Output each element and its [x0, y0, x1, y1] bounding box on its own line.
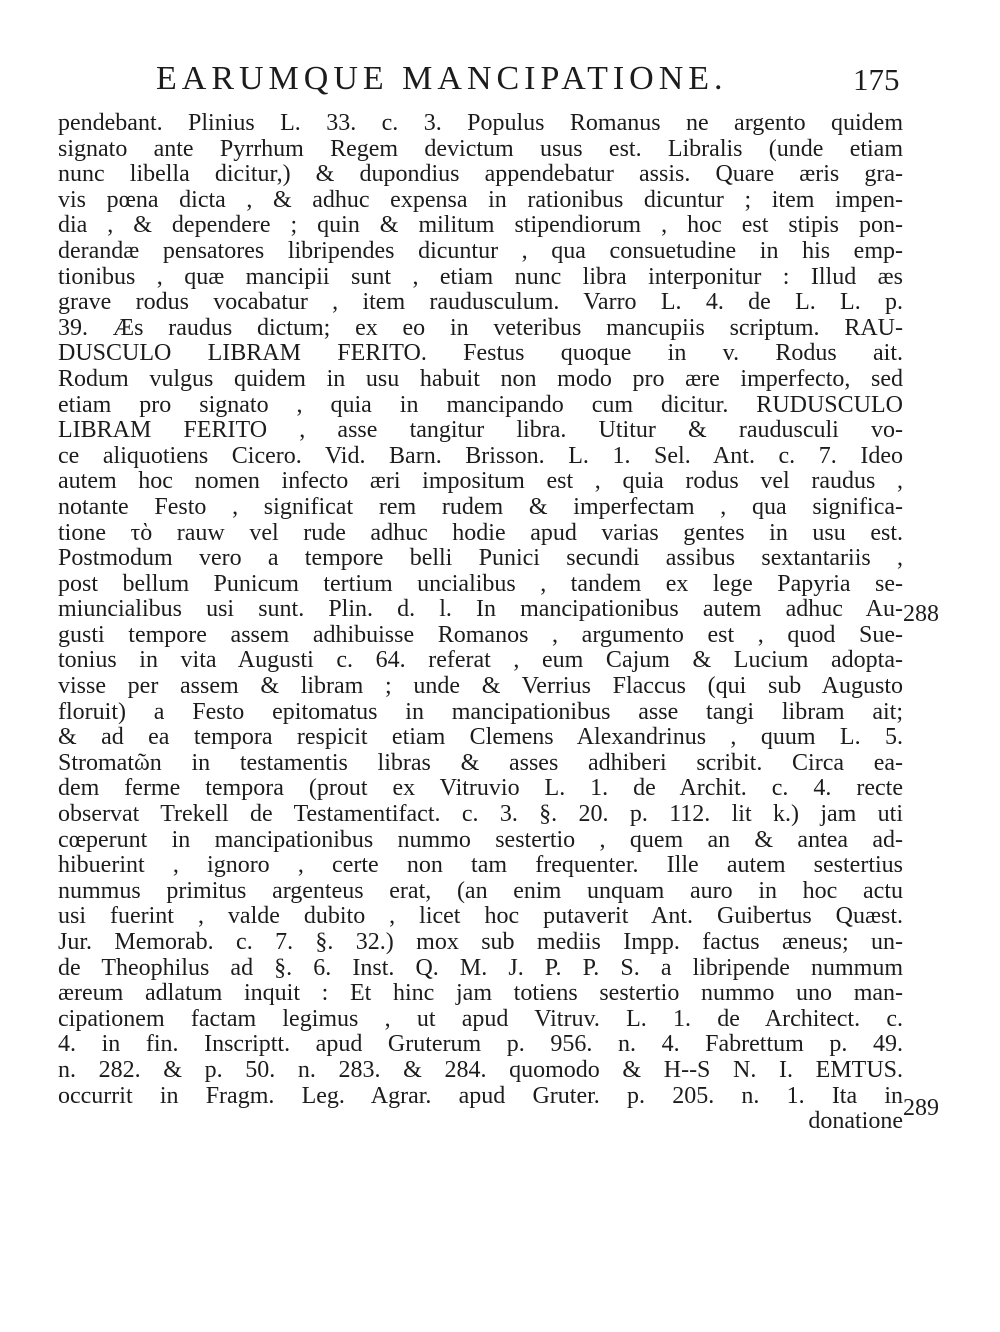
text-line: notante Festo , significat rem rudem & imperfectam , qua significa-	[58, 494, 903, 520]
text-line: 4. in fin. Inscriptt. apud Gruterum p. 956. n. 4. Fabrettum p. 49.	[58, 1032, 903, 1058]
text-line: de Theophilus ad §. 6. Inst. Q. M. J. P. P. S. a libripende nummum	[58, 955, 903, 981]
text-line: autem hoc nomen infecto æri impositum est , quia rodus vel raudus ,	[58, 469, 903, 495]
text-line: n. 282. & p. 50. n. 283. & 284. quomodo & H--S N. I. EMTUS.	[58, 1057, 903, 1083]
text-line: nunc libella dicitur,) & dupondius appendebatur assis. Quare æris gra-	[58, 162, 903, 188]
margin-note: 289	[903, 1095, 939, 1121]
text-line: visse per assem & libram ; unde & Verrius Flaccus (qui sub Augusto	[58, 674, 903, 700]
text-line: Postmodum vero a tempore belli Punici secundi assibus sextantariis ,	[58, 546, 903, 572]
text-line: floruit) a Festo epitomatus in mancipationibus asse tangi libram ait;	[58, 699, 903, 725]
text-line: pendebant. Plinius L. 33. c. 3. Populus Romanus ne argento quidem	[58, 111, 903, 136]
page-header	[148, 60, 908, 104]
text-line: vis pœna dicta , & adhuc expensa in rationibus dicuntur ; item impen-	[58, 187, 903, 213]
text-line: post bellum Punicum tertium uncialibus , tandem ex lege Papyria se-	[58, 571, 903, 597]
text-line: & ad ea tempora respicit etiam Clemens Alexandrinus , quum L. 5.	[58, 725, 903, 751]
text-line: LIBRAM FERITO , asse tangitur libra. Utitur & raudusculi vo-	[58, 418, 903, 444]
text-line: Stromatῶn in testamentis libras & asses adhiberi scribit. Circa ea-	[58, 750, 903, 776]
text-line: hibuerint , ignoro , certe non tam frequenter. Ille autem sestertius	[58, 853, 903, 879]
text-line: occurrit in Fragm. Leg. Agrar. apud Gruter. p. 205. n. 1. Ita in	[58, 1083, 903, 1109]
text-line: gusti tempore assem adhibuisse Romanos , argumento est , quod Sue-	[58, 622, 903, 648]
text-line: tionibus , quæ mancipii sunt , etiam nunc libra interponitur : Illud æs	[58, 264, 903, 290]
text-line: Jur. Memorab. c. 7. §. 32.) mox sub mediis Impp. factus æneus; un-	[58, 930, 903, 955]
text-line: cipationem factam legimus , ut apud Vitruv. L. 1. de Architect. c.	[58, 1006, 903, 1032]
text-line: æreum adlatum inquit : Et hinc jam totiens sestertio nummo uno man-	[58, 981, 903, 1007]
text-line: miuncialibus usi sunt. Plin. d. l. In mancipationibus autem adhuc Au-	[58, 597, 903, 623]
text-line: dem ferme tempora (prout ex Vitruvio L. 1. de Archit. c. 4. recte	[58, 776, 903, 802]
text-line: signato ante Pyrrhum Regem devictum usus est. Libralis (unde etiam	[58, 136, 903, 162]
text-line: grave rodus vocabatur , item raudusculum. Varro L. 4. de L. L. p.	[58, 290, 903, 316]
text-line: cœperunt in mancipationibus nummo sestertio , quem an & antea ad-	[58, 827, 903, 853]
text-line: observat Trekell de Testamentifact. c. 3. §. 20. p. 112. lit k.) jam uti	[58, 802, 903, 828]
text-line: DUSCULO LIBRAM FERITO. Festus quoque in v. Rodus ait.	[58, 341, 903, 367]
margin-note: 288	[903, 601, 939, 627]
page-number: 175	[853, 62, 900, 97]
text-line: 39. Æs raudus dictum; ex eo in veteribus mancupiis scriptum. RAU-	[58, 315, 903, 341]
running-title: EARUMQUE MANCIPATIONE.	[156, 60, 728, 97]
text-line: tonius in vita Augusti c. 64. referat , eum Cajum & Lucium adopta-	[58, 648, 903, 674]
body-text	[58, 111, 903, 1135]
text-line: tione τὸ rauw vel rude adhuc hodie apud varias gentes in usu est.	[58, 520, 903, 546]
text-line: ce aliquotiens Cicero. Vid. Barn. Brisson. L. 1. Sel. Ant. c. 7. Ideo	[58, 443, 903, 469]
text-line: nummus primitus argenteus erat, (an enim unquam auro in hoc actu	[58, 878, 903, 904]
text-line: Rodum vulgus quidem in usu habuit non modo pro ære imperfecto, sed	[58, 366, 903, 392]
text-line: dia , & dependere ; quin & militum stipendiorum , hoc est stipis pon-	[58, 213, 903, 239]
text-line: etiam pro signato , quia in mancipando cum dicitur. RUDUSCULO	[58, 392, 903, 418]
text-line: donatione	[808, 1109, 903, 1135]
text-line: derandæ pensatores libripendes dicuntur , qua consuetudine in his emp-	[58, 238, 903, 264]
text-line: usi fuerint , valde dubito , licet hoc putaverit Ant. Guibertus Quæst.	[58, 904, 903, 930]
